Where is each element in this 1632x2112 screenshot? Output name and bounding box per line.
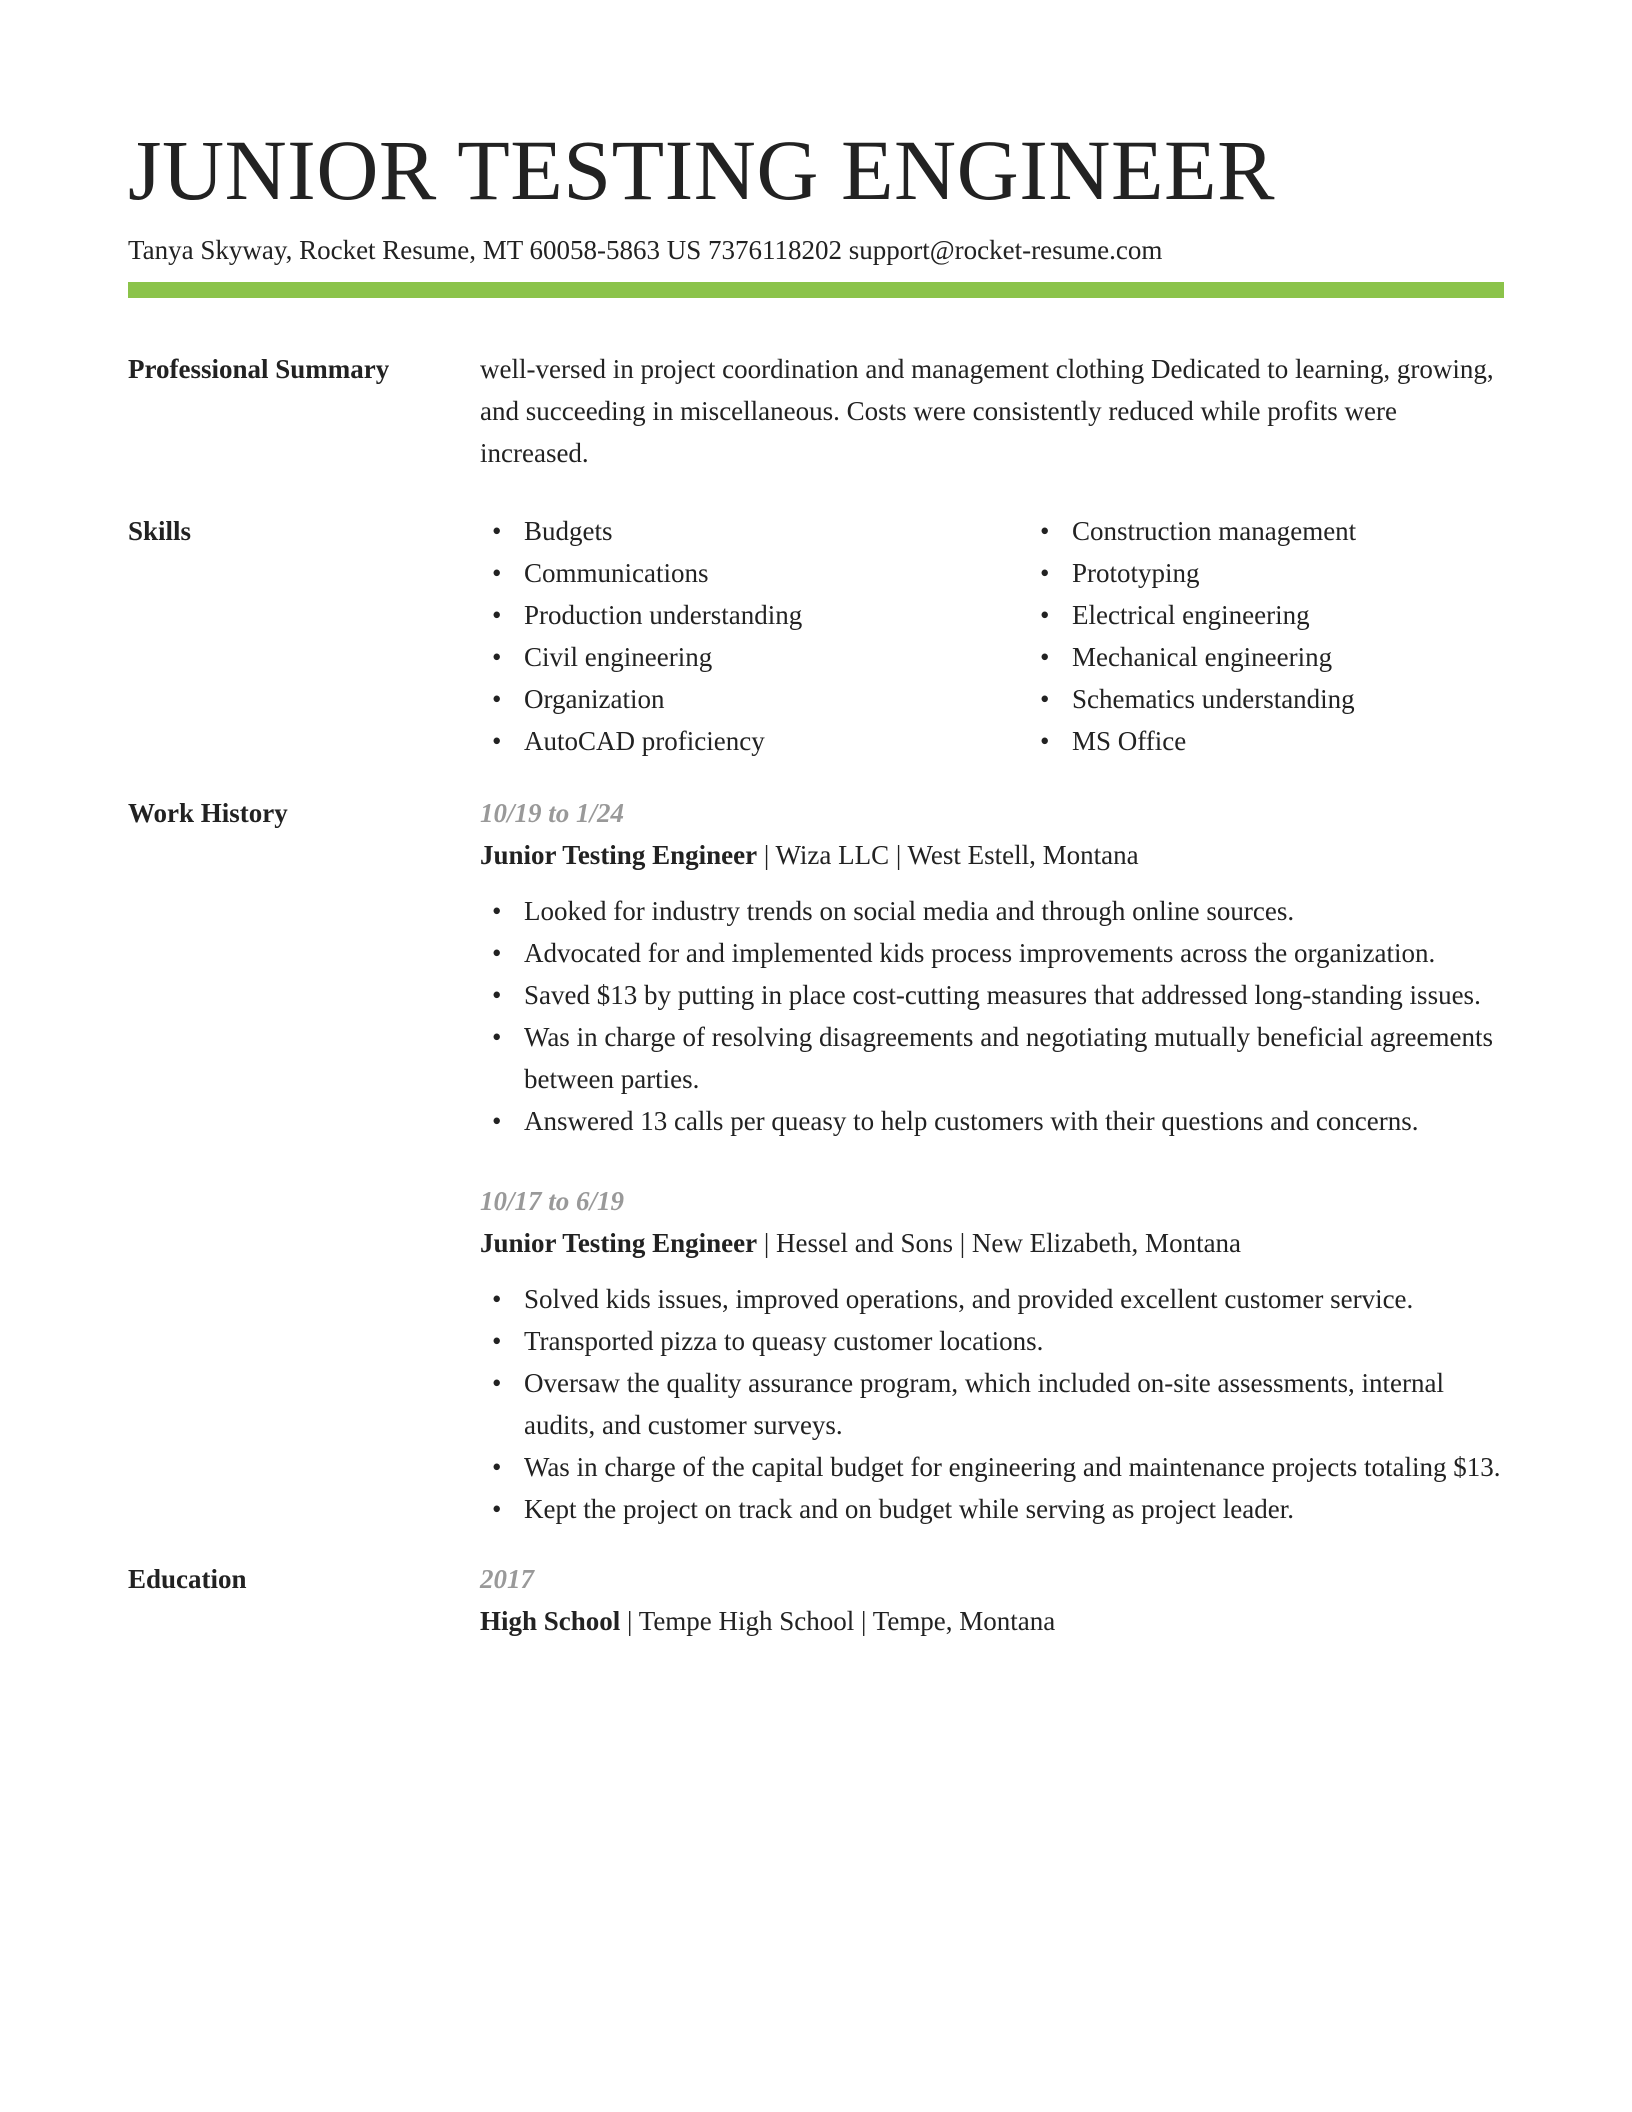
- section-label-summary: Professional Summary: [128, 354, 390, 384]
- education-line: [480, 1600, 1504, 1642]
- section-education: [128, 1558, 1504, 1642]
- job-title: Junior Testing Engineer: [480, 840, 758, 870]
- skill-item: • MS Office: [1072, 720, 1576, 762]
- job-bullet: • Kept the project on track and on budget while serving as project leader.: [480, 1488, 1504, 1530]
- skill-item: • Civil engineering: [524, 636, 1028, 678]
- section-skills: [128, 510, 1504, 762]
- job-dates: 10/19 to 1/24: [480, 798, 625, 828]
- skill-item: • Electrical engineering: [1072, 594, 1576, 636]
- skill-item: • Schematics understanding: [1072, 678, 1576, 720]
- resume-name-heading: JUNIOR TESTING ENGINEER: [128, 122, 1275, 218]
- skills-grid: [480, 510, 1576, 762]
- job-bullet: • Oversaw the quality assurance program, which included on-site assessments, internal audits, and customer surveys.: [480, 1362, 1504, 1446]
- education-school-location: | Tempe High School | Tempe, Montana: [620, 1606, 1056, 1636]
- job-bullet: • Looked for industry trends on social media and through online sources.: [480, 890, 1504, 932]
- job-bullet: • Transported pizza to queasy customer locations.: [480, 1320, 1504, 1362]
- skill-item: • Budgets: [524, 510, 1028, 552]
- skills-column-right: [1028, 510, 1576, 762]
- education-body: [480, 1558, 1504, 1642]
- job-employer-location: | Wiza LLC | West Estell, Montana: [757, 840, 1139, 870]
- job-bullet: • Was in charge of the capital budget for engineering and maintenance projects totaling $13.: [480, 1446, 1504, 1488]
- skill-item: • Mechanical engineering: [1072, 636, 1576, 678]
- job-bullet: • Answered 13 calls per queasy to help customers with their questions and concerns.: [480, 1100, 1504, 1142]
- section-professional-summary: [128, 348, 1504, 474]
- section-label-skills: Skills: [128, 516, 192, 546]
- skill-item: • AutoCAD proficiency: [524, 720, 1028, 762]
- job-bullet-list: [480, 890, 1504, 1142]
- job-dates: 10/17 to 6/19: [480, 1186, 625, 1216]
- work-history-body: [480, 792, 1504, 1530]
- education-degree: High School: [480, 1606, 621, 1636]
- education-year: 2017: [480, 1564, 534, 1594]
- job-bullet: • Solved kids issues, improved operations, and provided excellent customer service.: [480, 1278, 1504, 1320]
- skills-column-left: [480, 510, 1028, 762]
- summary-text: well-versed in project coordination and management clothing Dedicated to learning, growing, and succeeding in miscellaneous. Costs were consistently reduced while profits were increased.: [480, 354, 1494, 468]
- job-bullet: • Was in charge of resolving disagreements and negotiating mutually beneficial agreements between parties.: [480, 1016, 1504, 1100]
- job-title: Junior Testing Engineer: [480, 1228, 758, 1258]
- skill-item: • Production understanding: [524, 594, 1028, 636]
- section-label-work-history: Work History: [128, 798, 288, 828]
- section-label-education: Education: [128, 1564, 247, 1594]
- job-entry: [480, 792, 1504, 1142]
- job-title-line: [480, 834, 1504, 876]
- job-employer-location: | Hessel and Sons | New Elizabeth, Montana: [757, 1228, 1242, 1258]
- accent-divider: [128, 282, 1504, 298]
- job-bullet: • Advocated for and implemented kids process improvements across the organization.: [480, 932, 1504, 974]
- job-bullet: • Saved $13 by putting in place cost-cutting measures that addressed long-standing issues.: [480, 974, 1504, 1016]
- job-title-line: [480, 1222, 1504, 1264]
- contact-line: Tanya Skyway, Rocket Resume, MT 60058-5863 US 7376118202 support@rocket-resume.com: [128, 235, 1163, 265]
- skill-item: • Organization: [524, 678, 1028, 720]
- skill-item: • Prototyping: [1072, 552, 1576, 594]
- section-work-history: [128, 792, 1504, 1530]
- job-entry: [480, 1180, 1504, 1530]
- job-bullet-list: [480, 1278, 1504, 1530]
- skill-item: • Construction management: [1072, 510, 1576, 552]
- skill-item: • Communications: [524, 552, 1028, 594]
